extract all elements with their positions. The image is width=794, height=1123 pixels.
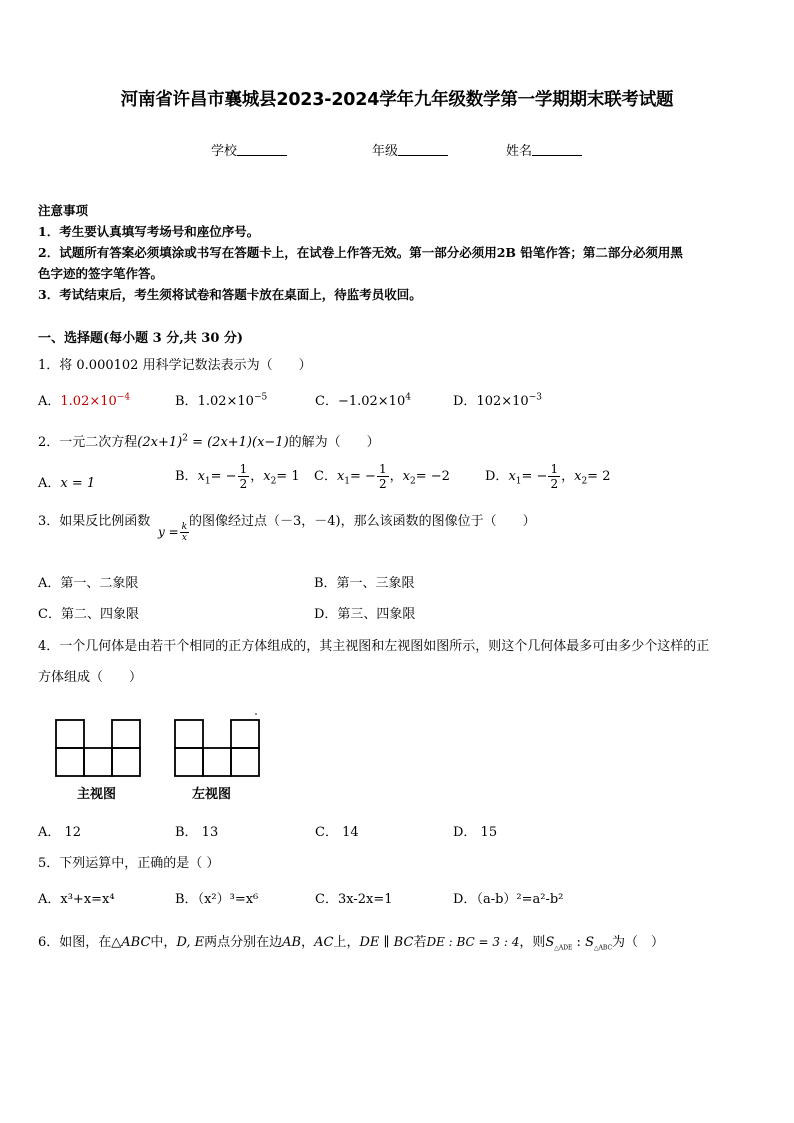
- name-blank: [532, 143, 582, 156]
- question-3-stem-pre: 3．如果反比例函数: [38, 514, 151, 529]
- note-item: 1．考生要认真填写考场号和座位序号。: [38, 224, 260, 239]
- section-heading: 一、选择题(每小题 3 分,共 30 分): [38, 331, 244, 346]
- note-item: 色字迹的签字笔作答。: [38, 266, 164, 281]
- q2-option-d: D．$x_1=$ − $\frac{1}{2}$ ，$x_2= 2$: [485, 462, 611, 491]
- main-view-caption: 主视图: [77, 787, 117, 802]
- q3-function: y = $\frac{k}{x}$: [158, 522, 188, 543]
- school-blank: [237, 143, 287, 156]
- q5-option-b: B．（x²）³=x⁶: [175, 892, 259, 907]
- q3-option-b: B．第一、三象限: [314, 576, 415, 591]
- question-5-stem: 5．下列运算中，正确的是（ ）: [38, 856, 220, 871]
- fraction: $\frac{1}{2}$: [550, 462, 559, 491]
- q2-option-b: B．$x_1=$ − $\frac{1}{2}$ ，$x_2= 1$: [175, 462, 300, 491]
- school-field: [211, 140, 287, 159]
- q1-option-d: D．$102\times 10^{-3}$: [453, 392, 542, 409]
- q3-option-a: A．第一、二象限: [38, 576, 139, 591]
- name-field: [506, 140, 582, 159]
- left-view-caption: 左视图: [192, 787, 232, 802]
- school-label: 学校: [211, 144, 238, 159]
- q2-option-a: A．x = 1: [38, 476, 96, 491]
- q5-option-c: C．3x-2x=1: [315, 892, 393, 907]
- question-6-stem: 6．如图，在△ABC中，D, E两点分别在边AB，AC上，DE ∥ BC若DE : BC = 3 : 4，则$S_{\triangle ADE}$ : $S_{\triangle ABC}$为（ ）: [38, 935, 665, 952]
- page-title: 河南省许昌市襄城县2023-2024学年九年级数学第一学期期末联考试题: [120, 90, 674, 110]
- question-3-stem-post: 的图像经过点（－3，－4)，那么该函数的图像位于（ ）: [189, 514, 536, 529]
- fraction: $\frac{1}{2}$: [378, 462, 387, 491]
- q1-option-b: B．$1.02\times 10^{-5}$: [175, 392, 268, 409]
- question-2-stem: 2．一元二次方程$(2x+1)^2 = (2x+1)(x-1)$的解为（ ）: [38, 433, 380, 450]
- q4-option-b: B． 13: [175, 825, 219, 840]
- main-view-figure: [56, 720, 140, 776]
- question-4-stem-cont: 方体组成（ ）: [38, 670, 143, 685]
- note-item: 3．考试结束后，考生须将试卷和答题卡放在桌面上，待监考员收回。: [38, 287, 422, 302]
- name-label: 姓名: [506, 144, 533, 159]
- question-4-stem: 4．一个几何体是由若干个相同的正方体组成的，其主视图和左视图如图所示，则这个几何体最多可由多少个这样的正: [38, 639, 710, 654]
- q5-option-d: D．（a-b）²=a²-b²: [453, 892, 564, 907]
- q3-option-d: D．第三、四象限: [314, 607, 416, 622]
- note-item: 2．试题所有答案必须填涂或书写在答题卡上，在试卷上作答无效。第一部分必须用2B 铅笔作答；第二部分必须用黑: [38, 245, 683, 260]
- q3-option-c: C．第二、四象限: [38, 607, 139, 622]
- q1-option-c: C．$-1.02\times 10^4$: [315, 392, 411, 409]
- q4-option-d: D． 15: [453, 825, 498, 840]
- speck: [255, 713, 257, 715]
- fraction: $\frac{k}{x}$: [181, 522, 188, 543]
- q4-option-c: C． 14: [315, 825, 359, 840]
- question-1-stem: 1．将 0.000102 用科学记数法表示为（ ）: [38, 358, 312, 373]
- q5-option-a: A．x³+x=x⁴: [38, 892, 115, 907]
- grade-blank: [398, 143, 448, 156]
- q2-option-c: C．$x_1=$ − $\frac{1}{2}$ ，$x_2= -2$: [314, 462, 450, 491]
- notes-section: [38, 200, 683, 305]
- notes-heading: 注意事项: [38, 203, 89, 218]
- q1-option-a: A．$1.02\times 10^{-4}$: [38, 392, 131, 409]
- grade-field: [372, 140, 448, 159]
- fraction: $\frac{1}{2}$: [239, 462, 248, 491]
- q4-option-a: A． 12: [38, 825, 82, 840]
- left-view-figure: [175, 720, 259, 776]
- grade-label: 年级: [372, 144, 399, 159]
